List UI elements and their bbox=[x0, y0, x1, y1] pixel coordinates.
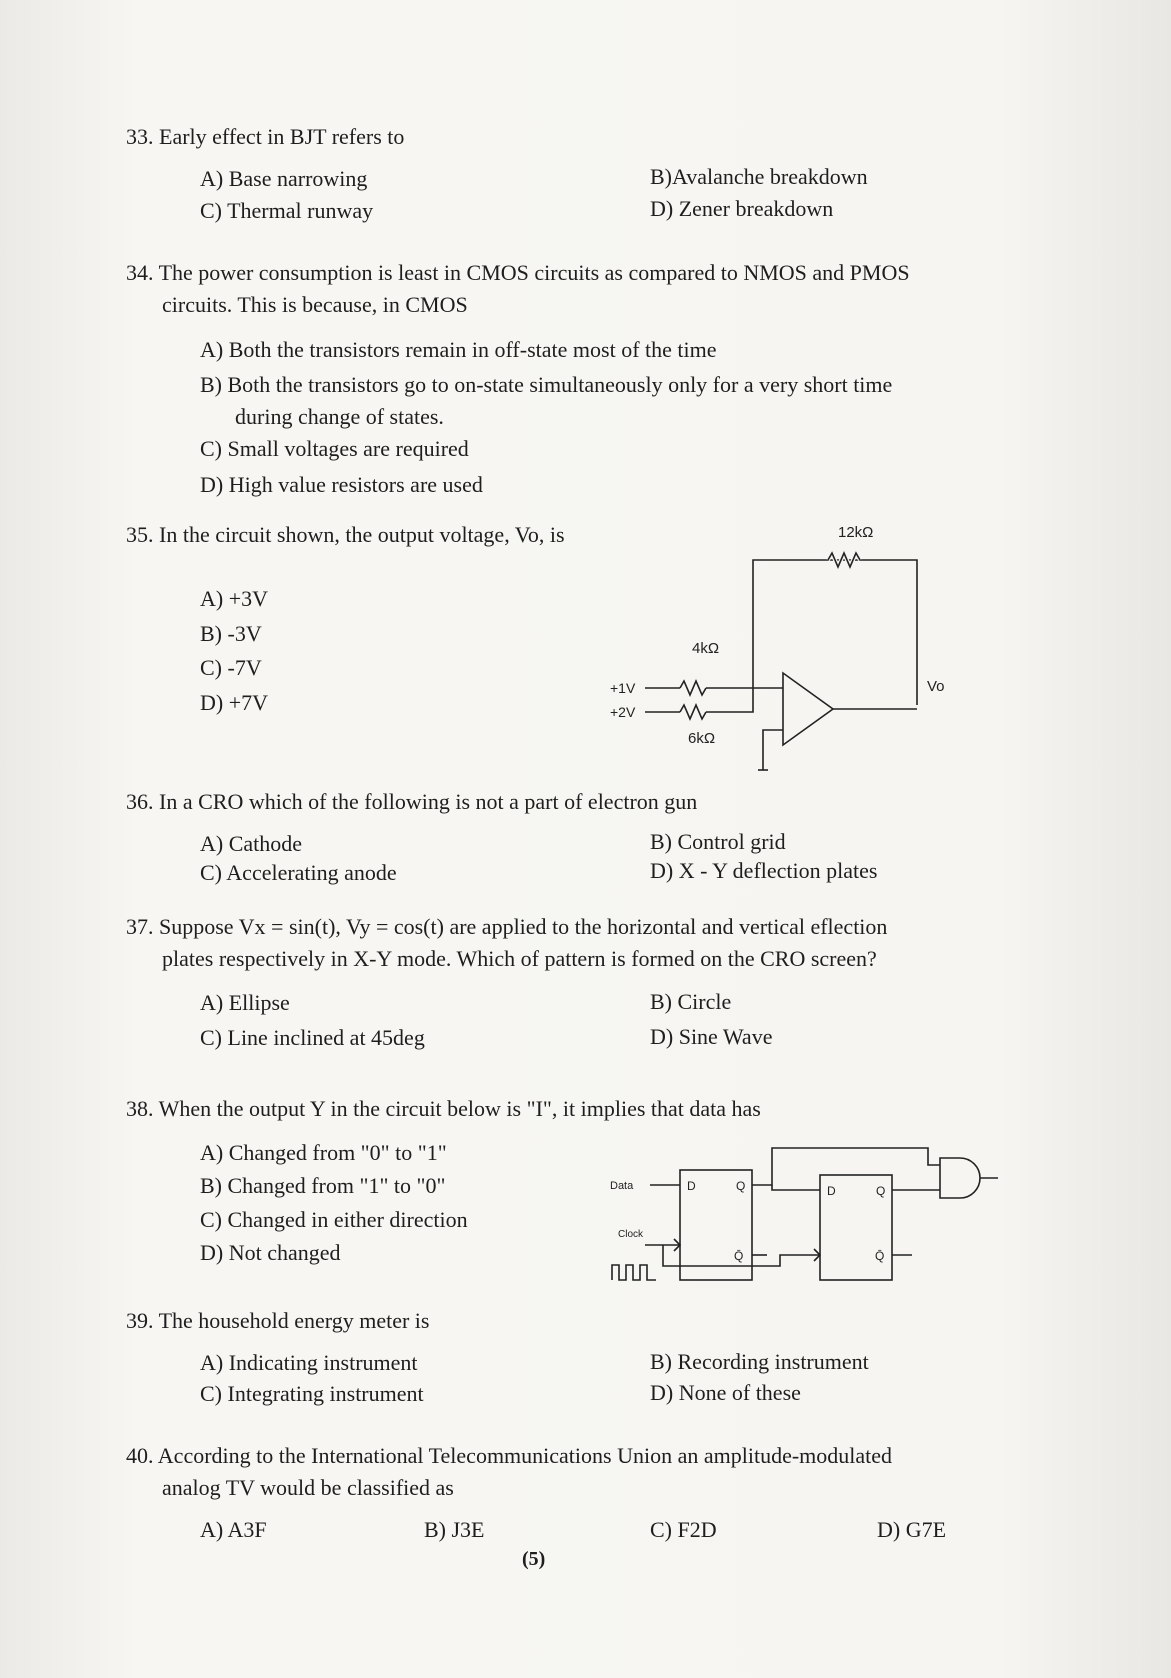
page-number: (5) bbox=[522, 1548, 546, 1570]
question-36-option-c: C) Accelerating anode bbox=[200, 860, 397, 885]
question-35-option-c: C) -7V bbox=[200, 655, 262, 680]
question-37-stem-line2: plates respectively in X-Y mode. Which of pattern is formed on the CRO screen? bbox=[162, 946, 877, 971]
feedback-wire bbox=[753, 560, 917, 705]
v1-label: +1V bbox=[610, 680, 636, 696]
question-36-option-d: D) X - Y deflection plates bbox=[650, 858, 878, 883]
question-39-option-a: A) Indicating instrument bbox=[200, 1350, 418, 1375]
question-38-option-c: C) Changed in either direction bbox=[200, 1207, 468, 1232]
ff1-q-to-and-wire bbox=[752, 1148, 940, 1185]
question-34-stem-line1: 34. The power consumption is least in CMOS circuits as compared to NMOS and PMOS bbox=[126, 260, 910, 285]
question-36-option-a: A) Cathode bbox=[200, 831, 303, 856]
question-33-option-b: B)Avalanche breakdown bbox=[650, 164, 868, 189]
question-35-option-b: B) -3V bbox=[200, 621, 262, 646]
input-2-wire-right bbox=[706, 688, 753, 712]
question-36-option-b: B) Control grid bbox=[650, 829, 786, 854]
op-amp-triangle bbox=[783, 673, 833, 745]
question-39-option-d: D) None of these bbox=[650, 1380, 801, 1405]
and-gate bbox=[940, 1158, 980, 1198]
question-37-option-c: C) Line inclined at 45deg bbox=[200, 1025, 425, 1050]
question-33-option-d: D) Zener breakdown bbox=[650, 196, 834, 221]
question-34-option-b-line2: during change of states. bbox=[235, 404, 444, 429]
question-39-stem: 39. The household energy meter is bbox=[126, 1308, 430, 1333]
question-33-option-c: C) Thermal runway bbox=[200, 198, 374, 223]
question-37-stem-line1: 37. Suppose Vx = sin(t), Vy = cos(t) are applied to the horizontal and vertical eflection bbox=[126, 914, 888, 939]
question-38-option-b: B) Changed from "1" to "0" bbox=[200, 1173, 446, 1198]
clock-waveform bbox=[612, 1265, 656, 1280]
resistor-6k bbox=[680, 705, 706, 719]
question-34-stem-line2: circuits. This is because, in CMOS bbox=[162, 292, 468, 317]
question-40-option-a: A) A3F bbox=[200, 1517, 267, 1542]
question-36-stem: 36. In a CRO which of the following is not a part of electron gun bbox=[126, 789, 698, 814]
r1-label: 4kΩ bbox=[692, 640, 720, 657]
question-38-option-a: A) Changed from "0" to "1" bbox=[200, 1140, 447, 1165]
question-35-option-d: D) +7V bbox=[200, 690, 269, 715]
question-33-option-a: A) Base narrowing bbox=[200, 166, 368, 191]
question-34-option-c: C) Small voltages are required bbox=[200, 436, 469, 461]
ff1-q-label: Q bbox=[736, 1179, 746, 1193]
question-39-option-c: C) Integrating instrument bbox=[200, 1381, 424, 1406]
question-35-option-a: A) +3V bbox=[200, 586, 269, 611]
question-40-option-d: D) G7E bbox=[877, 1517, 947, 1542]
question-35-stem: 35. In the circuit shown, the output voltage, Vo, is bbox=[126, 522, 565, 547]
question-40-stem-line1: 40. According to the International Telecommunications Union an amplitude-modulated bbox=[126, 1443, 893, 1468]
question-38-option-d: D) Not changed bbox=[200, 1240, 341, 1265]
question-34-option-a: A) Both the transistors remain in off-state most of the time bbox=[200, 337, 717, 362]
rf-label: 12kΩ bbox=[838, 524, 874, 541]
question-40-stem-line2: analog TV would be classified as bbox=[162, 1475, 454, 1500]
ff2-qbar-label: Q̄ bbox=[875, 1249, 885, 1263]
question-38-stem: 38. When the output Y in the circuit below is "I", it implies that data has bbox=[126, 1096, 761, 1121]
ff2-q-label: Q bbox=[876, 1184, 886, 1198]
flip-flop-circuit bbox=[600, 1140, 1010, 1290]
question-37-option-d: D) Sine Wave bbox=[650, 1024, 773, 1049]
question-33-stem: 33. Early effect in BJT refers to bbox=[126, 124, 405, 149]
question-39-option-b: B) Recording instrument bbox=[650, 1349, 869, 1374]
question-37-option-b: B) Circle bbox=[650, 989, 732, 1014]
ff2-d-label: D bbox=[827, 1184, 836, 1198]
r2-label: 6kΩ bbox=[688, 730, 716, 747]
op-amp-summing-circuit bbox=[600, 505, 1000, 785]
ff1-d-label: D bbox=[687, 1179, 696, 1193]
clock-label: Clock bbox=[618, 1229, 644, 1240]
vout-label: Vo bbox=[927, 678, 945, 695]
question-34-option-d: D) High value resistors are used bbox=[200, 472, 483, 497]
ff1-q-to-ff2-d-wire bbox=[772, 1185, 820, 1190]
question-37-option-a: A) Ellipse bbox=[200, 990, 290, 1015]
v2-label: +2V bbox=[610, 704, 636, 720]
data-label: Data bbox=[610, 1180, 634, 1192]
ff1-qbar-label: Q̄ bbox=[734, 1249, 744, 1263]
ground-wire bbox=[763, 730, 783, 770]
question-34-option-b-line1: B) Both the transistors go to on-state simultaneously only for a very short time bbox=[200, 372, 893, 397]
question-40-option-b: B) J3E bbox=[424, 1517, 485, 1542]
question-40-option-c: C) F2D bbox=[650, 1517, 717, 1542]
resistor-4k bbox=[680, 681, 706, 695]
